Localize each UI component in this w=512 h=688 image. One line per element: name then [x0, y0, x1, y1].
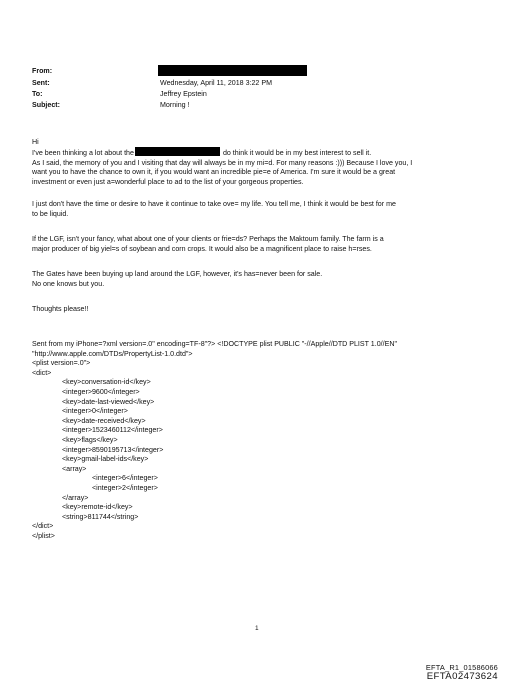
page-number: 1 — [255, 625, 259, 632]
subject-label: Subject: — [32, 101, 60, 109]
plist-line: <integer>0</integer> — [62, 407, 128, 416]
sent-label: Sent: — [32, 79, 50, 87]
plist-line: <integer>8590195713</integer> — [62, 445, 164, 454]
plist-line: <dict> — [32, 368, 52, 377]
plist-line: <plist version=.0"> — [32, 359, 91, 368]
plist-block — [32, 340, 397, 541]
redaction-bar — [158, 65, 307, 76]
greeting: Hi — [32, 138, 39, 146]
paragraph-1 — [32, 147, 484, 187]
plist-line: <array> — [62, 464, 87, 473]
text-line: want you to have the chance to own it, if you would want an incredible pie=e of America. I'm sure it would be a great — [32, 168, 396, 177]
text-line: investment or even just a=wonderful place to ad to the list of your gorgeous properties. — [32, 177, 304, 186]
sent-value: Wednesday, April 11, 2018 3:22 PM — [160, 79, 272, 87]
redaction-inline — [135, 147, 220, 156]
to-label: To: — [32, 90, 43, 98]
text-line: The Gates have been buying up land around the LGF, however, it's has=never been for sale. — [32, 270, 323, 278]
text-fragment: I've been thinking a lot about the — [32, 149, 134, 157]
paragraph-3 — [32, 235, 484, 254]
text-line: I just don't have the time or desire to have it continue to take ove= my life. You tell me, I think it would be best for me — [32, 200, 396, 208]
plist-line: <key>remote-id</key> — [62, 503, 133, 512]
text-fragment: do think it would be in my best interest to sell it. — [222, 149, 372, 157]
paragraph-2 — [32, 200, 484, 219]
plist-line: <integer>9600</integer> — [62, 387, 140, 396]
plist-line: <integer>6</integer> — [92, 474, 158, 483]
to-value: Jeffrey Epstein — [160, 90, 207, 98]
plist-line: <string>811744</string> — [62, 512, 139, 521]
plist-line: <key>date-last-viewed</key> — [62, 397, 155, 406]
plist-line: <key>conversation-id</key> — [62, 378, 151, 387]
text-line: As I said, the memory of you and I visiting that day will always be in my mi=d. For many reasons :))) Because I love you, I — [32, 158, 413, 167]
plist-line: <key>flags</key> — [62, 435, 118, 444]
text-line — [32, 147, 484, 159]
bates-number-small: EFTA_R1_01586066 — [425, 663, 498, 672]
plist-line: <key>date-received</key> — [62, 416, 146, 425]
plist-line: <integer>1523460112</integer> — [62, 426, 163, 435]
from-label: From: — [32, 67, 53, 75]
paragraph-4 — [32, 270, 484, 289]
plist-line: </dict> — [32, 522, 54, 531]
closing-line: Thoughts please!! — [32, 305, 89, 313]
text-line: to be liquid. — [32, 209, 69, 218]
plist-line: </array> — [62, 493, 89, 502]
plist-line: Sent from my iPhone=?xml version=.0" encoding=TF-8"?> <!DOCTYPE plist PUBLIC "-//Apple//DTD PLIST 1.0//EN" — [32, 340, 397, 348]
subject-value: Morning ! — [160, 101, 190, 109]
plist-line: <integer>2</integer> — [92, 483, 158, 492]
text-line: No one knows but you. — [32, 279, 105, 288]
text-line: If the LGF, isn't your fancy, what about one of your clients or frie=ds? Perhaps the Maktoum family. The farm is a — [32, 235, 384, 243]
plist-line: </plist> — [32, 531, 55, 540]
bates-number-large: EFTA02473624 — [426, 671, 498, 682]
plist-line: <key>gmail-label-ids</key> — [62, 455, 149, 464]
plist-line: "http://www.apple.com/DTDs/PropertyList-1.0.dtd"> — [32, 349, 193, 358]
text-line: major producer of big yiel=s of soybean and corn crops. It would also be a magnificent place to raise h=rses. — [32, 244, 372, 253]
